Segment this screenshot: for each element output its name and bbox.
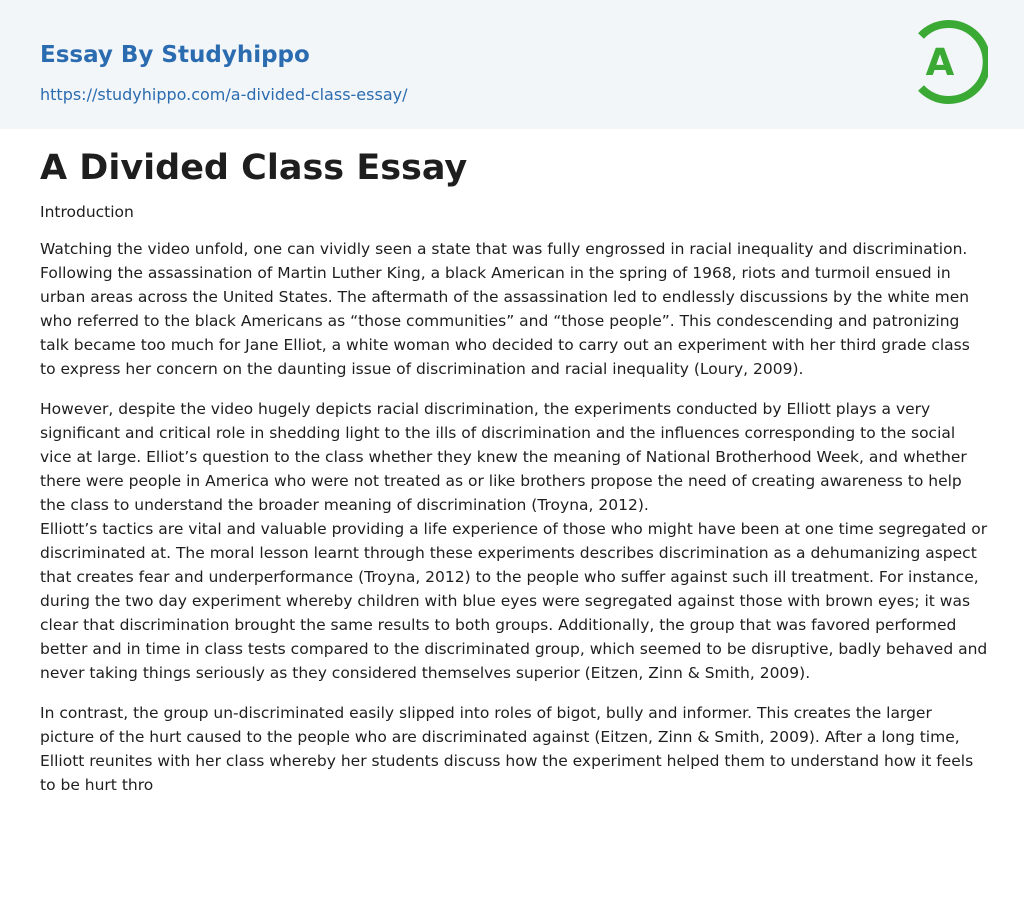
logo-letter: A xyxy=(925,41,955,84)
studyhippo-logo-icon[interactable] xyxy=(910,18,988,106)
paragraph-4: In contrast, the group un-discriminated easily slipped into roles of bigot, bully and informer. This creates the larger picture of the hurt caused to the people who are discriminated against (Eitzen, Zinn & Smith, 2009). After a long time, Elliott reunites with her class whereby her students discuss how the experiment helped them to understand how it feels to be hurt thro xyxy=(40,704,974,794)
paragraph-1: Watching the video unfold, one can vividly seen a state that was fully engrossed in racial inequality and discrimination. Following the assassination of Martin Luther King, a black American in the spring of 1968, riots and turmoil ensued in urban areas across the United States. The aftermath of the assassination led to endlessly discussions by the white men who referred to the black Americans as “those communities” and “those people”. This condescending and patronizing talk became too much for Jane Elliot, a white woman who decided to carry out an experiment with her third grade class to express her concern on the daunting issue of discrimination and racial inequality (Loury, 2009). xyxy=(40,240,970,378)
paragraph-3: Elliott’s tactics are vital and valuable providing a life experience of those who might have been at one time segregated or discriminated at. The moral lesson learnt through these experiments describes discrimination as a dehumanizing aspect that creates fear and underperformance (Troyna, 2012) to the people who suffer against such ill treatment. For instance, during the two day experiment whereby children with blue eyes were segregated against those with brown eyes; it was clear that discrimination brought the same results to both groups. Additionally, the group that was favored performed better and in time in class tests compared to the discriminated group, which seemed to be disruptive, badly behaved and never taking things seriously as they considered themselves superior (Eitzen, Zinn & Smith, 2009). xyxy=(40,520,988,682)
page-title: A Divided Class Essay xyxy=(40,148,468,188)
page-url-link[interactable]: https://studyhippo.com/a-divided-class-essay/ xyxy=(40,85,408,104)
section-heading-introduction: Introduction xyxy=(40,203,134,221)
article-content xyxy=(40,146,988,797)
site-header xyxy=(0,0,1024,129)
brand-title[interactable]: Essay By Studyhippo xyxy=(40,42,310,68)
paragraph-2: However, despite the video hugely depicts racial discrimination, the experiments conducted by Elliott plays a very significant and critical role in shedding light to the ills of discrimination and the influences corresponding to the social vice at large. Elliot’s question to the class whether they knew the meaning of National Brotherhood Week, and whether there were people in America who were not treated as or like brothers propose the need of creating awareness to help the class to understand the broader meaning of discrimination (Troyna, 2012). xyxy=(40,400,967,514)
